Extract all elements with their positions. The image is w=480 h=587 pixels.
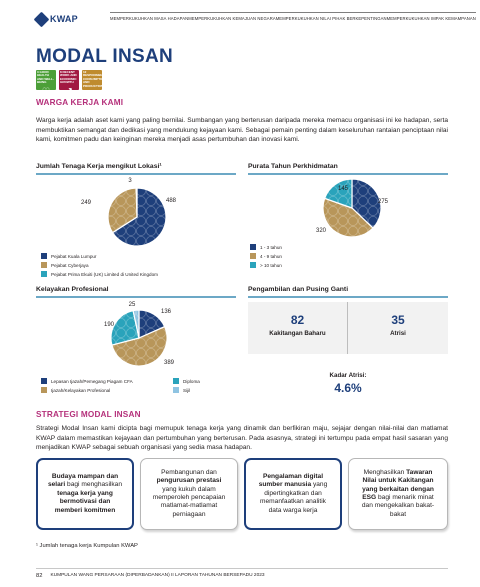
legend-swatch: [41, 271, 47, 277]
legend-swatch: [250, 244, 256, 250]
card-text-part: pengurusan prestasi: [156, 477, 222, 485]
legend-label: Diploma: [183, 378, 200, 384]
legend-label: > 10 tahun: [260, 262, 282, 268]
card-text-part: tenaga kerja yang bermotivasi dan memberi komitmen: [54, 489, 116, 514]
pie-value-label: 3: [128, 178, 132, 184]
sdg-8-icon: [59, 70, 79, 96]
legend-swatch: [41, 387, 47, 393]
page-title: MODAL INSAN: [36, 46, 174, 67]
growth-chart-icon: ↗: [65, 85, 73, 96]
nav-item-sustainability[interactable]: MEMPERKUKUHKAN IMPAK KEMAMPANAN: [387, 12, 476, 21]
sdg-12-icon: [82, 70, 106, 100]
legend-item: [250, 253, 282, 259]
legend-swatch: [173, 378, 179, 384]
pie-value-label: 145: [337, 186, 348, 192]
new-hires-label: Kakitangan Baharu: [269, 330, 326, 337]
sdg-label: DECENT WORK AND ECONOMIC GROWTH: [60, 70, 77, 85]
legend-item: [173, 387, 231, 393]
card-text: [149, 469, 229, 519]
heart-pulse-icon: ♡: [41, 85, 51, 96]
strategy-card-culture: [36, 458, 134, 530]
nav-item-nation[interactable]: MEMPERKUKUHKAN KEMAJUAN NEGARA: [188, 12, 275, 21]
page-footer: [36, 568, 448, 579]
kwap-logo: [36, 12, 80, 26]
legend-swatch: [41, 262, 47, 268]
legend-item: [41, 262, 158, 268]
legend-label: Pejabat Cyberjaya: [51, 262, 89, 268]
legend-label: 1 - 3 tahun: [260, 244, 282, 250]
sdg-number: 8: [60, 70, 62, 74]
legend-item: [41, 378, 173, 384]
infinity-icon: ∞: [88, 89, 96, 100]
hiring-title: Pengambilan dan Pusing Ganti: [248, 286, 349, 293]
legend-label: Pejabat Prima Ekuiti (UK) Limited di United Kingdom: [51, 271, 158, 277]
pie-value-label: 190: [103, 322, 114, 328]
pie-value-label: 389: [164, 360, 175, 366]
attrition-value: 35: [391, 313, 405, 327]
card-text-part: Pembangunan dan: [161, 468, 217, 476]
legend-label: Lepasan Ijazah/Pemegang Piagam CFA: [51, 378, 133, 384]
footer-text: KUMPULAN WANG PERSARAAN (DIPERBADANKAN) II LAPORAN TAHUNAN BERSEPADU 2023: [50, 573, 265, 578]
strategy-card-evp: [348, 458, 448, 530]
card-text-part: Pengalaman digital sumber manusia: [258, 472, 324, 489]
legend-swatch: [173, 387, 179, 393]
kwap-diamond-icon: [34, 11, 50, 27]
legend-location: [41, 253, 158, 280]
card-text-part: bagi menghasilkan: [65, 481, 123, 489]
sdg-number: 12: [83, 70, 87, 74]
legend-qualification: [41, 378, 231, 396]
section-heading-strategy: STRATEGI MODAL INSAN: [36, 410, 141, 419]
card-text-part: Tawaran Nilai untuk Kakitangan yang berkaitan dengan ESG: [362, 468, 434, 501]
sdg-label: RESPONSIBLE CONSUMPTION AND PRODUCTION: [83, 73, 106, 88]
card-text-part: yang kukuh dalam memperoleh pencapaian matlamat-matlamat perniagaan: [152, 485, 226, 518]
pie-value-label: 275: [378, 199, 389, 205]
pie-value-label: 249: [80, 200, 91, 206]
strategy-card-performance: [140, 458, 238, 530]
legend-swatch: [41, 378, 47, 384]
brand-name: KWAP: [50, 14, 78, 24]
legend-label: 4 - 9 tahun: [260, 253, 282, 259]
pie-value-label: 25: [128, 302, 136, 308]
panel-divider: [36, 173, 236, 175]
legend-item: [173, 378, 231, 384]
strategy-paragraph: Strategi Modal Insan kami dicipta bagi memupuk tenaga kerja yang dinamik dan berfikiran maju, sejajar dengan nilai-nilai dan matlamat KWAP dalam memastikan kejayaan dan pertumbuhan yang berterusan. Pada asasnya, strategi ini tertumpu pada empat hasil sasaran yang menjadikan KWAP sebagai sebuah organisasi yang sedia masa hadapan.: [36, 425, 448, 452]
panel-divider: [248, 296, 448, 298]
card-text-part: Menghasilkan: [363, 468, 407, 476]
pie-value-label: 488: [166, 198, 177, 204]
strategy-card-digital-hr: [244, 458, 342, 530]
sdg-label: GOOD HEALTH AND WELL-BEING: [37, 70, 54, 85]
attrition-rate-stat: [298, 372, 398, 395]
footnote: ¹ Jumlah tenaga kerja Kumpulan KWAP: [36, 543, 138, 549]
legend-swatch: [250, 262, 256, 268]
pie-chart-service: [248, 176, 448, 240]
legend-item: [41, 387, 173, 393]
page-number: 82: [36, 573, 43, 579]
chart-title-service: Purata Tahun Perkhidmatan: [248, 163, 338, 170]
nav-item-future[interactable]: MEMPERKUKUHKAN MASA HADAPAN: [110, 12, 188, 21]
legend-swatch: [250, 253, 256, 259]
legend-label: Pejabat Kuala Lumpur: [51, 253, 97, 259]
attrition-stat: [348, 313, 448, 337]
legend-service: [250, 244, 282, 271]
legend-swatch: [41, 253, 47, 259]
pie-value-label: 136: [161, 309, 172, 315]
pie-value-label: 320: [315, 228, 326, 234]
attrition-rate-value: 4.6%: [334, 381, 362, 395]
top-navigation: [110, 12, 476, 21]
pie-chart-location: [36, 176, 236, 250]
new-hires-value: 82: [290, 313, 305, 327]
new-hires-stat: [248, 313, 347, 337]
sdg-number: 3: [37, 70, 39, 74]
section-heading-workforce: WARGA KERJA KAMI: [36, 98, 124, 107]
attrition-rate-label: Kadar Atrisi:: [329, 372, 367, 379]
legend-item: [41, 253, 158, 259]
chart-title-location: Jumlah Tenaga Kerja mengikut Lokasi¹: [36, 163, 162, 170]
legend-item: [41, 271, 158, 277]
pie-chart-qualification: [36, 298, 236, 372]
card-text-part: yang dipertingkatkan dan memanfaatkan analitik data warga kerja: [260, 481, 328, 514]
nav-item-stakeholder[interactable]: MEMPERKUKUHKAN NILAI PIHAK BERKEPENTINGAN: [276, 12, 387, 21]
card-text: [254, 473, 332, 515]
panel-divider: [248, 173, 448, 175]
sdg-3-icon: [36, 70, 56, 96]
legend-label: Ijazah/Kelayakan Profesional: [51, 387, 111, 393]
card-text-part: bagi menarik minat dan mengekalkan bakat-bakat: [361, 494, 435, 518]
chart-title-qualification: Kelayakan Profesional: [36, 286, 109, 293]
intro-paragraph: Warga kerja adalah aset kami yang paling bernilai. Sumbangan yang berterusan daripada mereka memacu organisasi ini ke hadapan, serta membuktikan semangat dan dedikasi yang mendukung kejayaan kami. Sebagai pemain penting dalam keseluruhan rantaian penciptaan nilai kami, komitmen padu dan keinginan mereka menjadi asas pertumbuhan dan inovasi kami.: [36, 117, 448, 144]
attrition-label: Atrisi: [390, 330, 406, 337]
card-text-part: Budaya mampan dan selari: [47, 472, 119, 489]
legend-label: Sijil: [183, 387, 191, 393]
legend-item: [250, 244, 282, 250]
legend-item: [250, 262, 282, 268]
card-text: [357, 469, 439, 519]
card-text: [46, 473, 124, 515]
